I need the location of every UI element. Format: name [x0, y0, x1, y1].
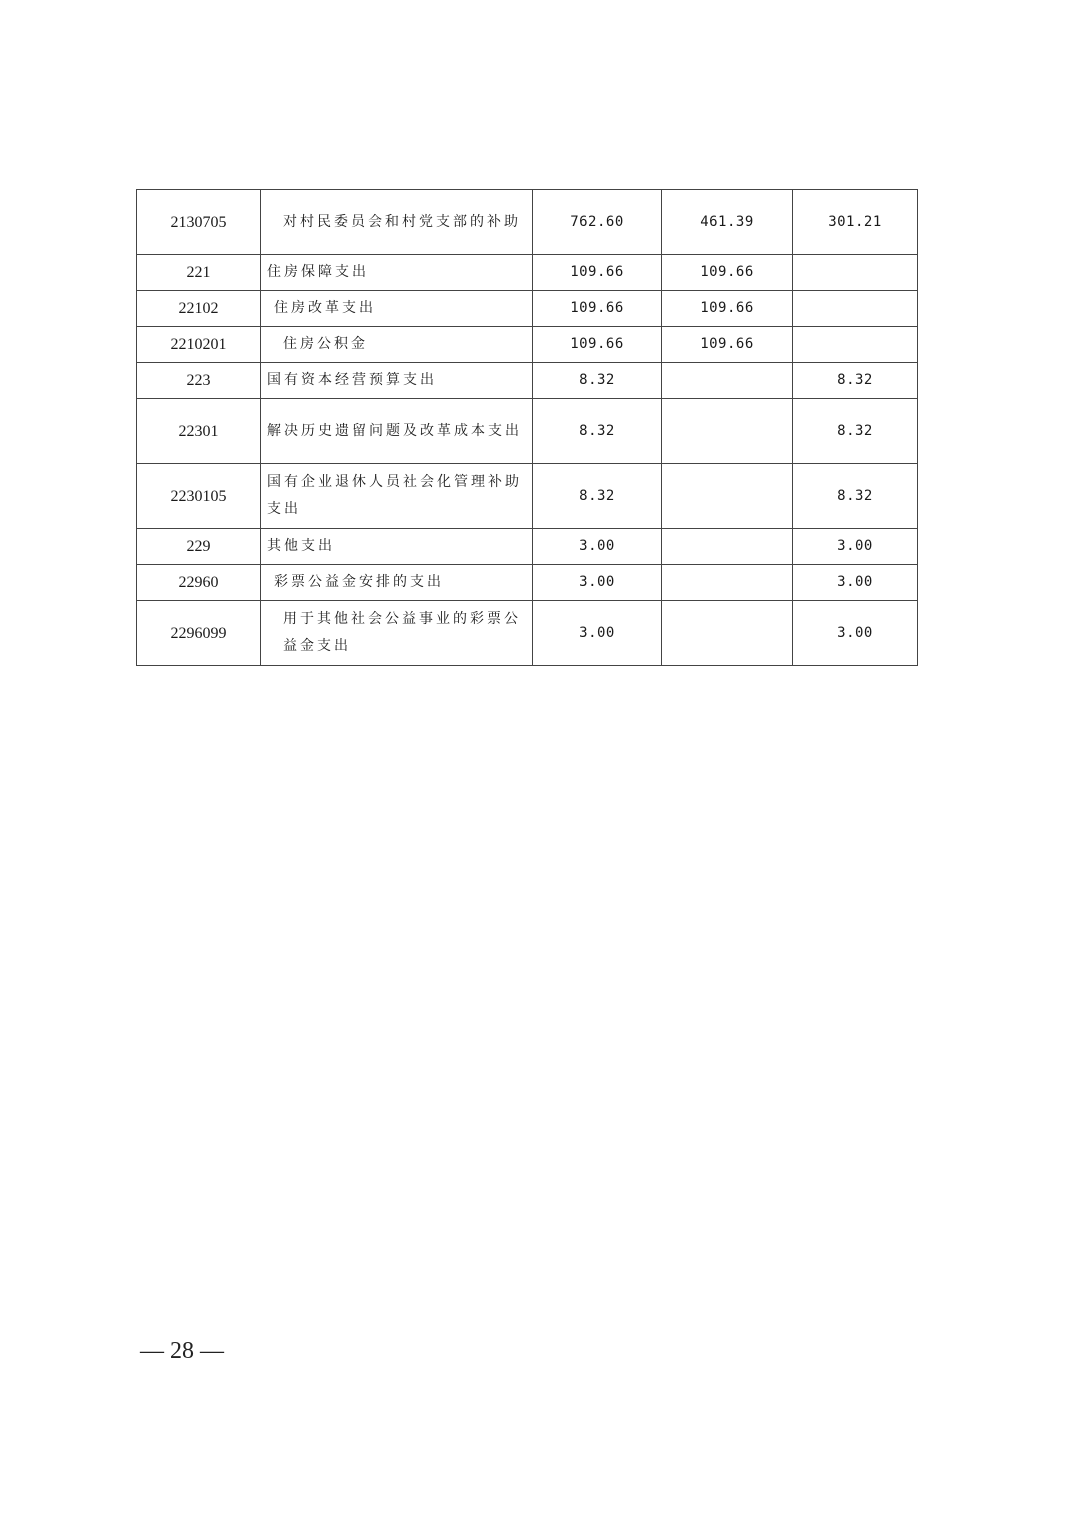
total-amount: 8.32 [533, 464, 662, 529]
basic-amount [662, 464, 793, 529]
total-amount: 8.32 [533, 399, 662, 464]
project-amount: 3.00 [793, 529, 918, 565]
project-amount: 8.32 [793, 399, 918, 464]
basic-amount: 109.66 [662, 291, 793, 327]
subject-code: 229 [137, 529, 261, 565]
subject-name: 其他支出 [261, 529, 533, 565]
basic-amount: 461.39 [662, 190, 793, 255]
subject-code: 2230105 [137, 464, 261, 529]
total-amount: 109.66 [533, 255, 662, 291]
basic-amount [662, 601, 793, 666]
project-amount: 3.00 [793, 601, 918, 666]
project-amount [793, 327, 918, 363]
table-row [137, 291, 918, 327]
subject-name: 用于其他社会公益事业的彩票公益金支出 [261, 601, 533, 666]
table-row [137, 565, 918, 601]
table-row [137, 399, 918, 464]
subject-name: 国有企业退休人员社会化管理补助支出 [261, 464, 533, 529]
table-row [137, 363, 918, 399]
table-row [137, 601, 918, 666]
total-amount: 3.00 [533, 529, 662, 565]
basic-amount: 109.66 [662, 255, 793, 291]
subject-code: 2130705 [137, 190, 261, 255]
subject-code: 2296099 [137, 601, 261, 666]
subject-name: 住房公积金 [261, 327, 533, 363]
project-amount: 3.00 [793, 565, 918, 601]
project-amount [793, 291, 918, 327]
project-amount [793, 255, 918, 291]
total-amount: 3.00 [533, 601, 662, 666]
total-amount: 109.66 [533, 291, 662, 327]
subject-name: 解决历史遗留问题及改革成本支出 [261, 399, 533, 464]
subject-code: 2210201 [137, 327, 261, 363]
total-amount: 8.32 [533, 363, 662, 399]
subject-code: 22102 [137, 291, 261, 327]
subject-code: 22960 [137, 565, 261, 601]
basic-amount [662, 529, 793, 565]
basic-amount [662, 399, 793, 464]
table-row [137, 327, 918, 363]
subject-name: 对村民委员会和村党支部的补助 [261, 190, 533, 255]
table-row [137, 529, 918, 565]
subject-code: 221 [137, 255, 261, 291]
project-amount: 8.32 [793, 363, 918, 399]
budget-table [136, 189, 918, 666]
subject-code: 22301 [137, 399, 261, 464]
table-row [137, 464, 918, 529]
table-row [137, 190, 918, 255]
basic-amount [662, 565, 793, 601]
basic-amount [662, 363, 793, 399]
basic-amount: 109.66 [662, 327, 793, 363]
total-amount: 109.66 [533, 327, 662, 363]
page-number: — 28 — [140, 1338, 224, 1364]
subject-name: 彩票公益金安排的支出 [261, 565, 533, 601]
subject-name: 住房保障支出 [261, 255, 533, 291]
total-amount: 3.00 [533, 565, 662, 601]
subject-code: 223 [137, 363, 261, 399]
table-row [137, 255, 918, 291]
subject-name: 国有资本经营预算支出 [261, 363, 533, 399]
project-amount: 301.21 [793, 190, 918, 255]
total-amount: 762.60 [533, 190, 662, 255]
subject-name: 住房改革支出 [261, 291, 533, 327]
project-amount: 8.32 [793, 464, 918, 529]
